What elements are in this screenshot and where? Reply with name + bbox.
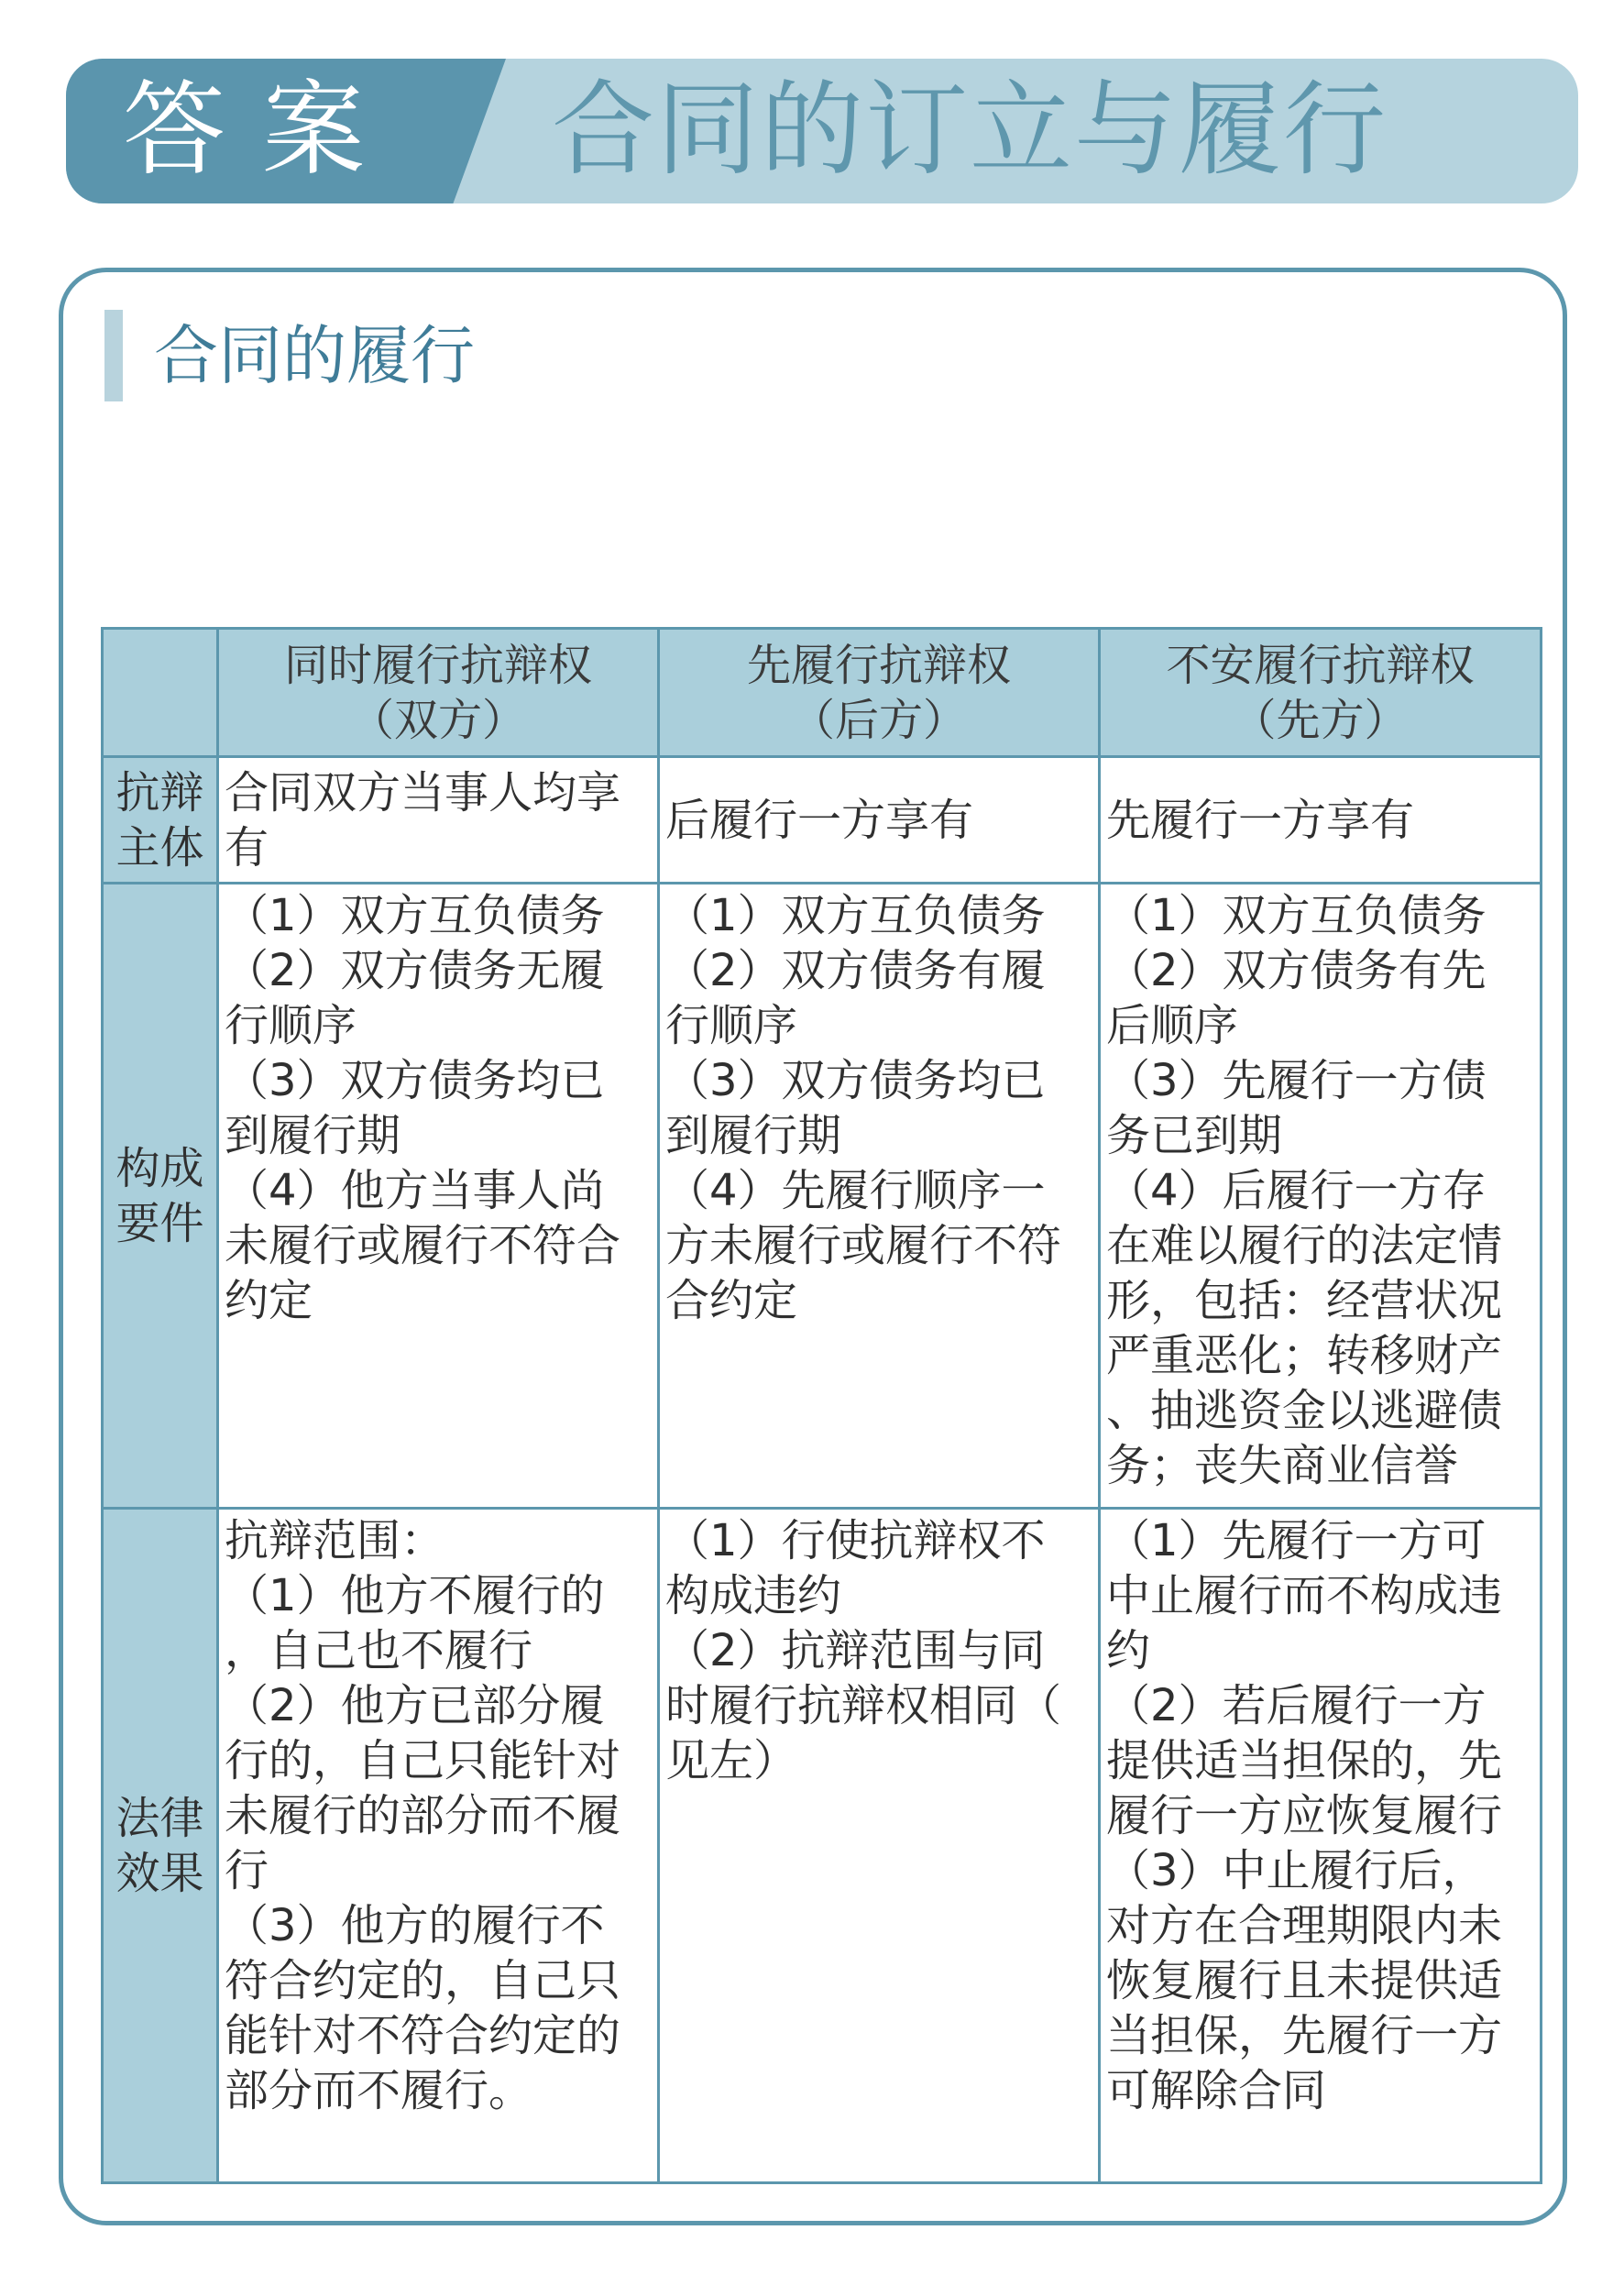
header-corner — [103, 629, 218, 757]
header-banner — [66, 59, 1578, 203]
header-title: 不安履行抗辩权 — [1166, 639, 1475, 691]
table-cell: 抗辩范围： （1）他方不履行的 ，自己也不履行 （2）他方已部分履 行的，自己只能针对 未履行的部分而不履 行 （3）他方的履行不 符合约定的，自己只 能针对不符合约定的 部分而不履行。 — [218, 1509, 659, 2183]
table-row-subject — [103, 757, 1542, 884]
row-label: 法律 效果 — [103, 1509, 218, 2183]
section-title: 合同的履行 — [154, 318, 475, 393]
table-cell: （1）双方互负债务 （2）双方债务有履 行顺序 （3）双方债务均已 到履行期 （4）先履行顺序一 方未履行或履行不符 合约定 — [659, 884, 1100, 1509]
table-cell: 后履行一方享有 — [659, 757, 1100, 884]
section-marker — [104, 310, 123, 401]
page-title: 合同的订立与履行 — [552, 71, 1388, 190]
header-unease — [1100, 629, 1542, 757]
header-title: 同时履行抗辩权 — [283, 639, 592, 691]
table-cell: 先履行一方享有 — [1100, 757, 1542, 884]
table-header-row — [103, 629, 1542, 757]
header-sub: （后方） — [790, 694, 967, 746]
header-prior — [659, 629, 1100, 757]
row-label: 构成 要件 — [103, 884, 218, 1509]
answer-tag-label: 答案 — [123, 71, 401, 190]
row-label: 抗辩 主体 — [103, 757, 218, 884]
table-row-conditions — [103, 884, 1542, 1509]
table-cell: （1）行使抗辩权不 构成违约 （2）抗辩范围与同 时履行抗辩权相同（ 见左） — [659, 1509, 1100, 2183]
header-sub: （先方） — [1232, 694, 1409, 746]
header-sub: （双方） — [349, 694, 526, 746]
comparison-table — [101, 627, 1542, 2184]
table-cell: 合同双方当事人均享 有 — [218, 757, 659, 884]
table-cell: （1）双方互负债务 （2）双方债务有先 后顺序 （3）先履行一方债 务已到期 （4）后履行一方存 在难以履行的法定情 形，包括：经营状况 严重恶化；转移财产 、抽逃资金以逃避债 务；丧失商业信誉 — [1100, 884, 1542, 1509]
header-title: 先履行抗辩权 — [746, 639, 1011, 691]
table-row-effects — [103, 1509, 1542, 2183]
header-simultaneous — [218, 629, 659, 757]
table-cell: （1）双方互负债务 （2）双方债务无履 行顺序 （3）双方债务均已 到履行期 （4）他方当事人尚 未履行或履行不符合 约定 — [218, 884, 659, 1509]
table-cell: （1）先履行一方可 中止履行而不构成违 约 （2）若后履行一方 提供适当担保的，先 履行一方应恢复履行 （3）中止履行后， 对方在合理期限内未 恢复履行且未提供适 当担保，先履行一方 可解除合同 — [1100, 1509, 1542, 2183]
